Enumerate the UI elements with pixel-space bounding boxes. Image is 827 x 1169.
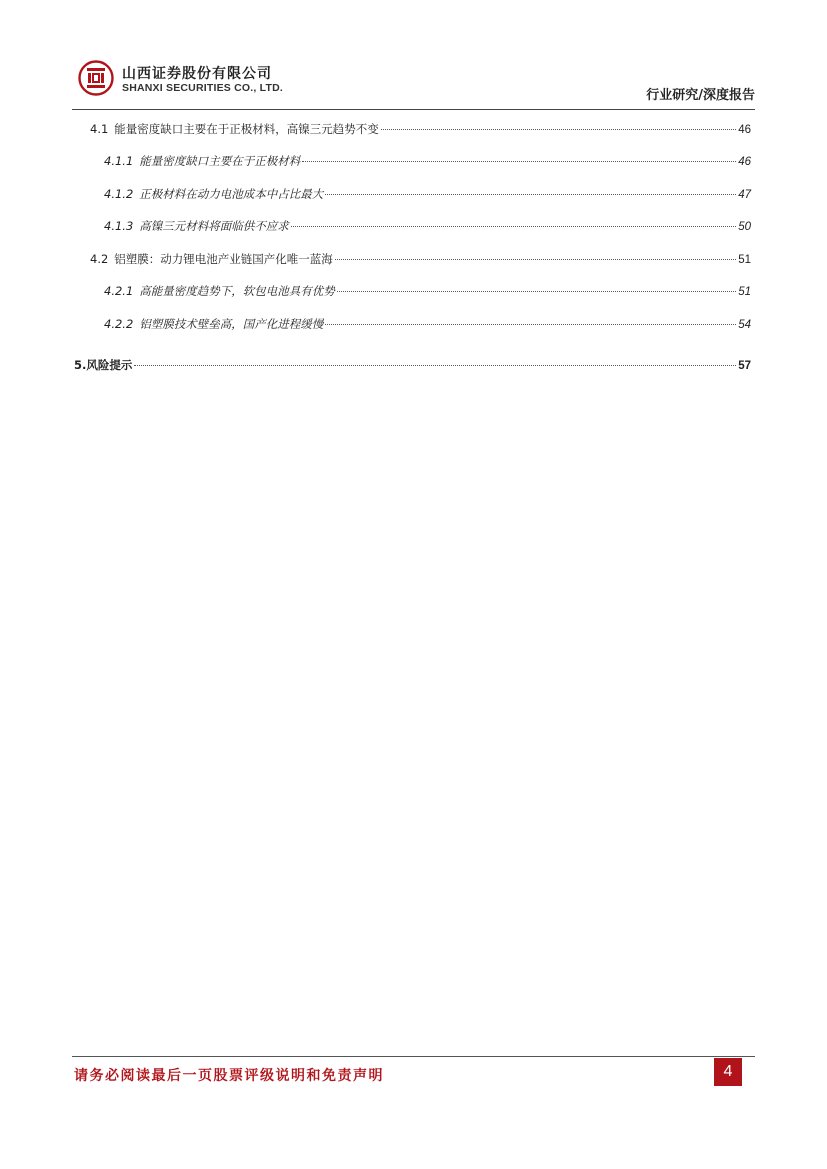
- company-name-en: SHANXI SECURITIES CO., LTD.: [122, 82, 283, 94]
- page-number: 4: [714, 1058, 742, 1086]
- toc-entry-number: 4.1.1: [104, 154, 134, 168]
- toc-entry[interactable]: [104, 316, 751, 332]
- toc-entry[interactable]: [104, 283, 751, 299]
- toc-entry[interactable]: [74, 357, 751, 373]
- toc-entry-title: 能量密度缺口主要在于正极材料: [139, 154, 301, 168]
- toc-entry-title: 高能量密度趋势下，软包电池具有优势: [139, 284, 335, 298]
- toc-entry-title: 能量密度缺口主要在于正极材料，高镍三元趋势不变: [114, 122, 379, 136]
- toc-entry-title: 高镍三元材料将面临供不应求: [139, 219, 289, 233]
- header-divider: [72, 109, 755, 110]
- toc-entry-page: 50: [738, 221, 751, 233]
- toc-entry-page: 47: [738, 189, 751, 201]
- footer-divider: [72, 1056, 755, 1057]
- toc-entry[interactable]: [90, 121, 751, 137]
- toc-entry-page: 46: [738, 156, 751, 168]
- toc-entry-number: 4.1.3: [104, 219, 134, 233]
- toc-entry-number: 4.1: [90, 122, 109, 136]
- toc-entry-title: 铝塑膜：动力锂电池产业链国产化唯一蓝海: [114, 252, 333, 266]
- toc-leader-dots: [302, 161, 736, 162]
- toc-leader-dots: [335, 259, 736, 260]
- footer-disclaimer: 请务必阅读最后一页股票评级说明和免责声明: [74, 1068, 384, 1084]
- toc-entry-page: 51: [738, 286, 751, 298]
- toc-leader-dots: [325, 324, 736, 325]
- toc-leader-dots: [337, 291, 736, 292]
- toc-entry-title: 5.风险提示: [74, 358, 133, 372]
- toc-entry[interactable]: [104, 218, 751, 234]
- toc-entry[interactable]: [104, 186, 751, 202]
- toc-entry-number: 4.2.1: [104, 284, 134, 298]
- report-type-label: 行业研究/深度报告: [646, 88, 755, 103]
- toc-entry[interactable]: [90, 251, 751, 267]
- toc-leader-dots: [134, 365, 736, 366]
- toc-entry-page: 54: [738, 319, 751, 331]
- toc-entry[interactable]: [104, 153, 751, 169]
- toc-entry-number: 4.2.2: [104, 317, 134, 331]
- toc-leader-dots: [325, 194, 736, 195]
- company-seal-icon: [78, 60, 114, 96]
- toc-entry-number: 4.1.2: [104, 187, 134, 201]
- toc-entry-page: 57: [738, 360, 751, 372]
- toc-leader-dots: [291, 226, 736, 227]
- toc-entry-page: 51: [738, 254, 751, 266]
- toc-entry-number: 4.2: [90, 252, 109, 266]
- toc-entry-title: 正极材料在动力电池成本中占比最大: [139, 187, 324, 201]
- company-name-cn: 山西证券股份有限公司: [122, 66, 272, 82]
- toc-entry-page: 46: [738, 124, 751, 136]
- toc-leader-dots: [381, 129, 736, 130]
- toc-entry-title: 铝塑膜技术壁垒高，国产化进程缓慢: [139, 317, 324, 331]
